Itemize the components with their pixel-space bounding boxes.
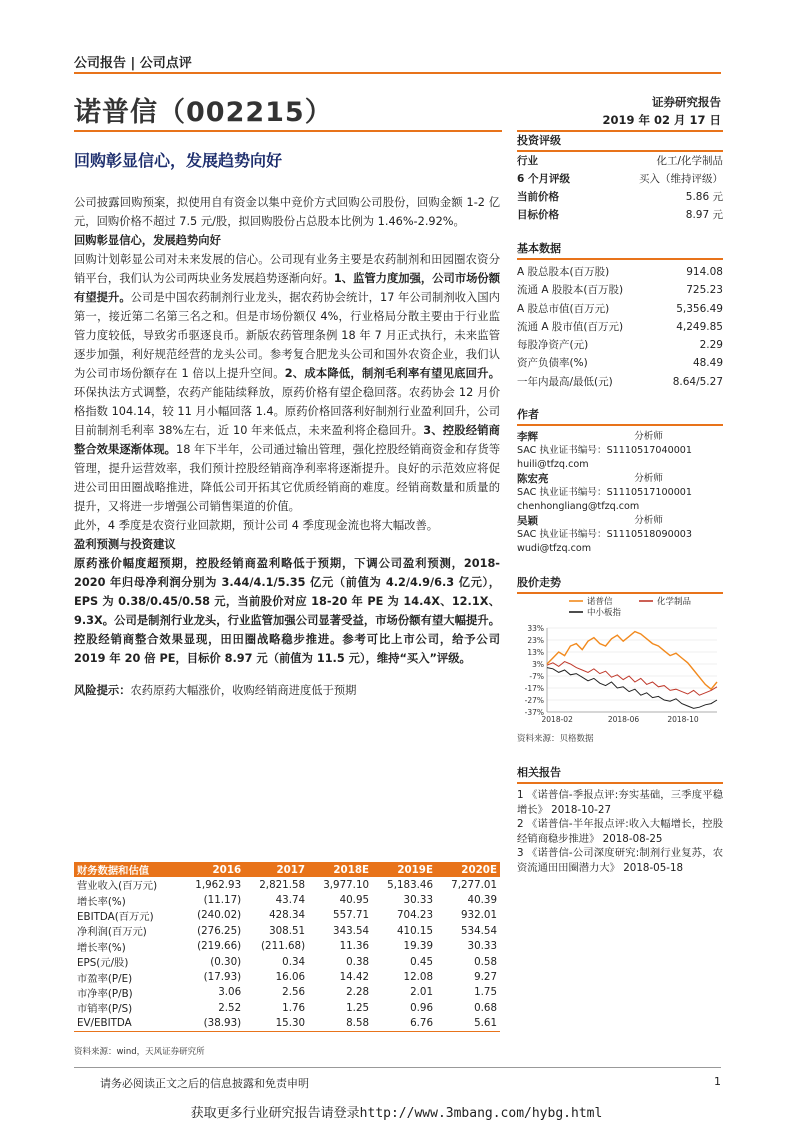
legend-label: 诺普信 [587,597,613,607]
report-type: 公司报告 | 公司点评 [74,56,192,71]
x-tick-label: 2018-06 [607,715,640,724]
table-cell: 410.15 [396,924,434,937]
bold-span: 3、控股经销商整合效果逐渐体现。 [74,424,500,456]
table-cell: 6.76 [372,1016,436,1032]
rating-panel [517,132,723,224]
table-row-label: EV/EBITDA [74,1016,180,1032]
table-cell: 2.52 [218,1001,242,1014]
table-cell: 14.42 [339,971,370,984]
rating-value: 5.86 元 [685,191,723,203]
table-cell: 12.08 [403,971,434,984]
bottom-note: 获取更多行业研究报告请登录http://www.3mbang.com/hybg.html [190,1106,603,1121]
author-name: 李辉 [517,431,538,443]
company-title: 诺普信（002215） [74,97,333,128]
rating-value: 化工/化学制品 [656,155,723,167]
rating-row [517,152,723,170]
table-cell: 19.39 [403,940,434,953]
table-cell: 11.36 [339,940,370,953]
related-report-item[interactable]: 2 《诺普信-半年报点评:收入大幅增长，控股经销商稳步推进》 2018-08-25 [517,818,723,845]
rating-value: 买入（维持评级） [639,173,723,185]
text-span: 环保执法方式调整，农药产能陆续释放，原药价格有望企稳回落。农药协会 12 月价格指数 104.14，较 11 月小幅回落 1.4。原药价格回落利好制剂行业盈利回升，公司目前制剂毛利率 38%左右，近 10 年来低点，未来盈利将企稳回升。 [74,386,500,437]
author-name-row [517,430,723,444]
basic-data-row [517,354,723,372]
table-row-label: 增长率(%) [77,895,126,908]
risk-paragraph [74,681,500,700]
rating-rows [517,152,723,224]
rating-key: 行业 [517,155,538,167]
author-entry [517,514,723,556]
table-cell: 1.25 [346,1001,370,1014]
author-role: 分析师 [634,515,663,526]
basic-data-row [517,281,723,299]
author-entry [517,472,723,514]
table-row-label: EBITDA(百万元) [77,910,154,923]
x-tick-label: 2018-02 [541,715,573,724]
legend-label: 化学制品 [657,597,692,607]
table-source: 资料来源：wind，天风证券研究所 [74,1047,205,1057]
table-cell: 30.33 [467,940,497,953]
table-header-cell: 2018E [308,862,372,877]
y-tick-label: 33% [527,624,544,633]
table-header-cell: 财务数据和估值 [74,862,180,877]
y-tick-label: -27% [524,696,544,705]
author-email[interactable]: huili@tfzq.com [517,459,589,470]
intro-paragraph: 公司披露回购预案，拟使用自有资金以集中竞价方式回购公司股份，回购金额 1-2 亿元，回购价格不超过 7.5 元/股，拟回购股份占总股本比例为 1.46%-2.92%。 [74,196,500,228]
page-number: 1 [714,1075,721,1088]
table-cell: 704.23 [396,909,434,922]
basic-data-row [517,373,723,391]
table-cell: 308.51 [269,924,306,937]
table-cell: 5.61 [436,1016,500,1032]
author-name-row [517,472,723,486]
table-cell: 0.58 [474,955,497,968]
rating-key: 目标价格 [517,209,559,221]
table-row [74,923,500,938]
basic-data-key: A 股总股本(百万股) [517,266,610,278]
table-row [74,985,500,1000]
table-row [74,939,500,954]
stock-chart [517,596,723,728]
table-cell: (219.66) [197,940,242,953]
footer-disclaimer: 请务必阅读正文之后的信息披露和免责申明 [100,1077,309,1090]
basic-data-row [517,318,723,336]
table-cell: 0.34 [282,955,306,968]
y-tick-label: 13% [527,648,544,657]
y-tick-label: 23% [527,636,544,645]
paragraph-forecast: 原药涨价幅度超预期，控股经销商盈利略低于预期，下调公司盈利预测，2018-2020 年归母净利润分别为 3.44/4.1/5.35 亿元（前值为 4.2/4.9/6.3 亿元），EPS 为 0.38/0.45/0.58 元，当前股价对应 18-20 年 PE 为 14.4X、12.1X、9.3X。公司是制剂行业龙头，行业监管加强公司显著受益，市场份额有望大幅提升。控股经销商整合效果显现，田田圈战略稳步推进。参考可比上市公司，给予公司 2019 年 20 倍 PE，目标价 8.97 元（前值为 11.5 元），维持“买入”评级。 [74,557,500,665]
header-divider [74,72,721,74]
table-row [74,954,500,969]
table-cell: 40.95 [339,894,370,907]
related-reports-list [517,788,723,876]
text-span: 公司是中国农药制剂行业龙头，据农药协会统计，17 年公司制剂收入国内第一，接近第二名第三名之和。但是市场份额仅 4%，行业格局分散主要由于行业监管力度较低，导致劣币驱逐良币。新版农药管理条例 18 年 7 月正式执行，未来监管逐步加强，利好规范经营的龙头公司。参考复合肥龙头公司和国外农资企业，我们认为公司市场份额存在 1 倍以上提升空间。 [74,291,500,380]
basic-data-rows [517,263,723,391]
authors-title: 作者 [517,406,723,426]
risk-text: 农药原药大幅涨价，收购经销商进度低于预期 [130,684,357,697]
y-tick-label: -17% [524,684,544,693]
table-cell: 3.06 [218,986,242,999]
report-category: 证券研究报告 [652,95,721,109]
rating-row [517,188,723,206]
basic-data-value: 48.49 [692,357,723,370]
table-header-cell: 2017 [244,862,308,877]
author-email[interactable]: chenhongliang@tfzq.com [517,501,640,512]
table-cell: 1.76 [282,1001,306,1014]
basic-data-row [517,263,723,281]
basic-data-row [517,336,723,354]
table-cell: 16.06 [275,971,306,984]
author-email[interactable]: wudi@tfzq.com [517,543,592,554]
section-title-forecast: 盈利预测与投资建议 [74,538,176,551]
table-cell: 7,277.01 [451,878,497,891]
financial-table-body [74,877,500,1031]
basic-data-key: 一年内最高/最低(元) [517,375,613,388]
table-cell: 0.96 [410,1001,434,1014]
table-cell: 3,977.10 [323,878,370,891]
table-cell: (11.17) [203,894,242,907]
table-row-label: 增长率(%) [77,941,126,954]
table-cell: 8.58 [308,1016,372,1032]
table-row-label: 市销率(P/S) [77,1003,133,1016]
author-entry [517,430,723,472]
table-row-label: 营业收入(百万元) [77,880,158,893]
rating-title: 投资评级 [517,132,723,152]
table-cell: 40.39 [467,894,497,907]
table-row-label: 净利润(百万元) [77,926,147,939]
table-header-cell: 2020E [436,862,500,877]
rating-row [517,170,723,188]
table-row-label: 市盈率(P/E) [77,972,133,985]
table-cell: 2.28 [346,986,370,999]
table-cell: 428.34 [269,909,306,922]
basic-data-value: 2.29 [699,339,723,352]
bold-span: 1、监管力度加强，公司市场份额有望提升。 [74,272,500,304]
table-cell: (38.93) [180,1016,244,1032]
chart-source: 资料来源：贝格数据 [517,734,594,744]
basic-data-value: 4,249.85 [676,320,723,333]
footer-divider [74,1067,721,1068]
author-cert: SAC 执业证书编号：S1110518090003 [517,529,693,540]
table-row [74,892,500,907]
table-row-label: EPS(元/股) [77,957,129,970]
text-span: 18 年下半年，公司通过输出管理，强化控股经销商资金和存货等管理，提升运营效率，我们预计控股经销商净利率将逐渐提升。良好的示范效应将促进公司田田圈战略推进，降低公司开拓其它优质经销商的难度。经销商数量和质量的提升，又将进一步增强公司销售渠道的价值。 [74,443,500,513]
author-name: 陈宏亮 [517,473,549,485]
rating-key: 6 个月评级 [517,173,570,185]
table-cell: 9.27 [474,971,497,984]
x-tick-label: 2018-10 [667,715,699,724]
related-reports-title: 相关报告 [517,764,723,784]
title-divider-left [74,130,502,132]
author-cert: SAC 执业证书编号：S1110517040001 [517,445,693,456]
table-cell: 343.54 [333,924,370,937]
related-report-item[interactable]: 3 《诺普信-公司深度研究:制剂行业复苏，农资流通田田圈潜力大》 2018-05-18 [517,847,723,874]
table-cell: 0.45 [410,955,434,968]
risk-label: 风险提示： [74,684,131,697]
table-cell: 5,183.46 [387,878,434,891]
table-cell: 43.74 [275,894,306,907]
table-row [74,969,500,984]
report-date: 2019 年 02 月 17 日 [602,113,721,127]
table-cell: 1,962.93 [195,878,242,891]
bold-span: 2、成本降低，制剂毛利率有望见底回升。 [284,367,500,380]
table-row [74,877,500,892]
table-cell: 15.30 [244,1016,308,1032]
section-title-buyback: 回购彰显信心，发展趋势向好 [74,234,221,247]
related-reports-panel [517,764,723,876]
author-name: 吴颖 [517,515,538,527]
table-cell: 2.01 [410,986,434,999]
stock-chart-title: 股价走势 [517,574,723,594]
basic-data-key: 资产负债率(%) [517,357,588,370]
rating-value: 8.97 元 [685,209,723,221]
y-tick-label: 3% [532,660,544,669]
y-tick-label: -7% [529,672,544,681]
table-cell: (211.68) [261,940,306,953]
basic-data-key: 流通 A 股股本(百万股) [517,284,624,297]
table-header-cell: 2019E [372,862,436,877]
table-row [74,908,500,923]
rating-row [517,206,723,224]
table-cell: 30.33 [403,894,434,907]
basic-data-value: 8.64/5.27 [672,375,723,388]
y-tick-label: -37% [524,708,544,717]
table-cell: 0.38 [346,955,370,968]
author-name-row [517,514,723,528]
table-cell: 2,821.58 [259,878,306,891]
table-cell: 932.01 [460,909,497,922]
author-cert: SAC 执业证书编号：S1110517100001 [517,487,693,498]
table-cell: (0.30) [210,955,242,968]
basic-data-key: 每股净资产(元) [517,339,589,352]
paragraph-cashflow: 此外，4 季度是农资行业回款期，预计公司 4 季度现金流也将大幅改善。 [74,519,439,532]
table-row [74,1016,500,1032]
table-cell: (240.02) [197,909,242,922]
table-cell: 1.75 [474,986,497,999]
financial-table-header [74,862,500,877]
basic-data-row [517,300,723,318]
author-list [517,430,723,556]
main-body [74,193,500,700]
table-row-label: 市净率(P/B) [77,987,133,1000]
basic-data-panel [517,240,723,391]
legend-label: 中小板指 [587,608,622,618]
basic-data-value: 5,356.49 [676,302,723,315]
table-cell: 534.54 [460,924,497,937]
author-role: 分析师 [634,431,663,442]
report-subtitle: 回购彰显信心，发展趋势向好 [74,151,283,170]
text-span: 回购计划彰显公司对未来发展的信心。公司现有业务主要是农药制剂和田园圈农资分销平台，我们认为公司两块业务发展趋势逐渐向好。 [74,253,500,285]
rating-key: 当前价格 [517,191,559,203]
table-cell: 2.56 [282,986,306,999]
table-row [74,1000,500,1015]
basic-data-title: 基本数据 [517,240,723,260]
table-cell: 557.71 [333,909,370,922]
table-header-cell: 2016 [180,862,244,877]
basic-data-value: 725.23 [686,284,723,297]
basic-data-value: 914.08 [686,266,723,278]
paragraph-analysis [74,250,500,516]
basic-data-key: 流通 A 股市值(百万元) [517,320,624,333]
table-cell: (17.93) [203,971,242,984]
financial-table [74,862,500,1032]
basic-data-key: A 股总市值(百万元) [517,302,610,315]
table-cell: (276.25) [197,924,242,937]
author-role: 分析师 [634,473,663,484]
stock-chart-panel [517,574,723,744]
authors-panel [517,406,723,556]
related-report-item[interactable]: 1 《诺普信-季报点评:夯实基础，三季度平稳增长》 2018-10-27 [517,789,723,816]
table-cell: 0.68 [474,1001,497,1014]
